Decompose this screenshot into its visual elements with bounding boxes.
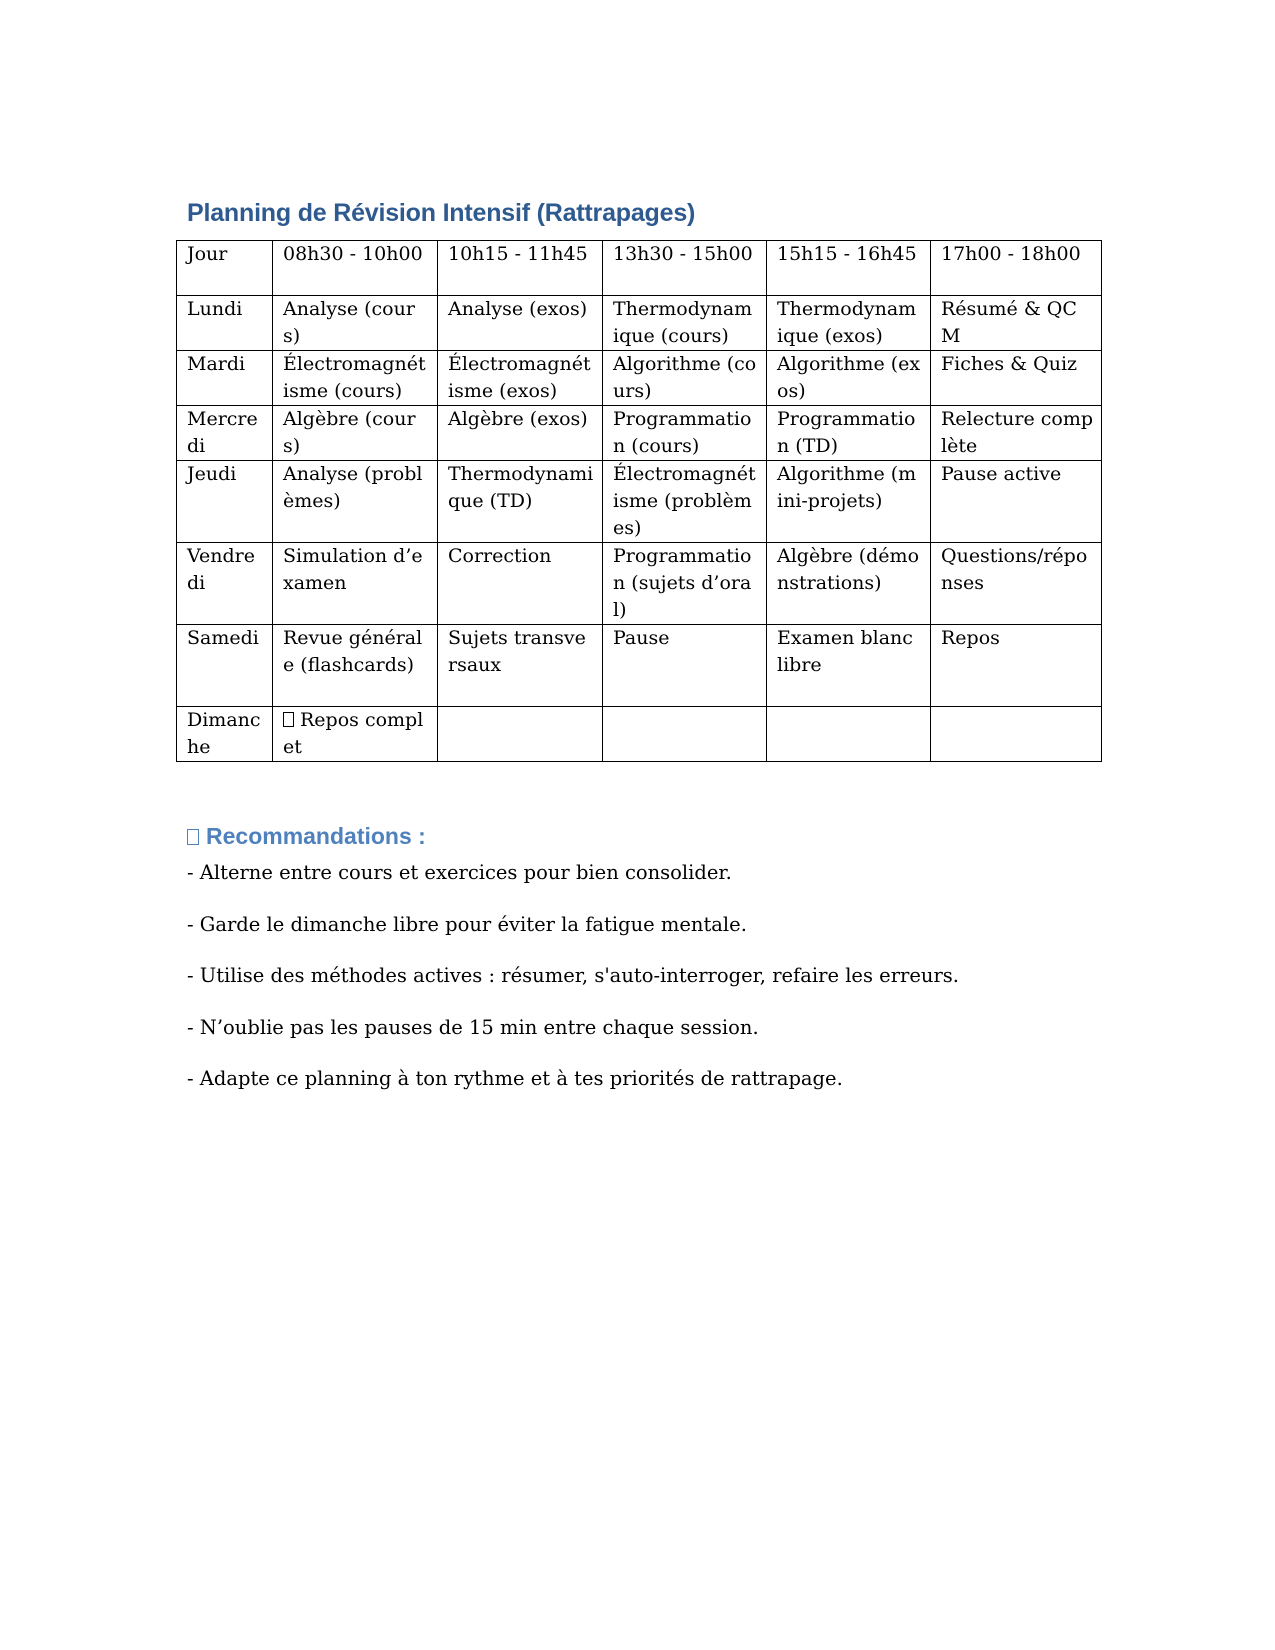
day-cell: Mercredi	[177, 406, 273, 461]
document-title: Planning de Révision Intensif (Rattrapages)	[187, 199, 696, 227]
missing-glyph-box-icon	[187, 829, 199, 845]
session-cell	[931, 707, 1102, 762]
session-cell: Examen blanc libre	[767, 625, 931, 707]
session-cell: Thermodynamique (cours)	[603, 296, 767, 351]
list-item: - N’oublie pas les pauses de 15 min entre chaque session.	[187, 1015, 759, 1039]
day-cell: Mardi	[177, 351, 273, 406]
session-cell: Revue générale (flashcards)	[273, 625, 438, 707]
session-cell: Algorithme (cours)	[603, 351, 767, 406]
session-cell: Questions/réponses	[931, 543, 1102, 625]
session-cell: Algèbre (exos)	[438, 406, 603, 461]
header-cell-slot-2: 10h15 - 11h45	[438, 241, 603, 296]
header-cell-slot-3: 13h30 - 15h00	[603, 241, 767, 296]
session-cell: Algèbre (démonstrations)	[767, 543, 931, 625]
session-cell	[767, 707, 931, 762]
session-cell: Relecture complète	[931, 406, 1102, 461]
session-cell: Électromagnétisme (problèmes)	[603, 461, 767, 543]
revision-schedule-table	[176, 240, 1102, 762]
session-cell: Programmation (TD)	[767, 406, 931, 461]
header-cell-slot-1: 08h30 - 10h00	[273, 241, 438, 296]
day-cell: Lundi	[177, 296, 273, 351]
session-cell: Algorithme (exos)	[767, 351, 931, 406]
day-cell: Dimanche	[177, 707, 273, 762]
session-cell: Analyse (exos)	[438, 296, 603, 351]
session-cell: Thermodynamique (TD)	[438, 461, 603, 543]
session-cell: Électromagnétisme (exos)	[438, 351, 603, 406]
table-row-mardi	[177, 351, 1102, 406]
session-cell: Analyse (problèmes)	[273, 461, 438, 543]
recommendations-list	[187, 860, 959, 1118]
session-cell	[438, 707, 603, 762]
header-cell-day: Jour	[177, 241, 273, 296]
table-row-jeudi	[177, 461, 1102, 543]
session-cell: Programmation (cours)	[603, 406, 767, 461]
recommendations-heading-text: Recommandations :	[206, 823, 426, 849]
table-row-samedi	[177, 625, 1102, 707]
recommendations-heading	[187, 823, 426, 850]
session-cell: Électromagnétisme (cours)	[273, 351, 438, 406]
header-cell-slot-4: 15h15 - 16h45	[767, 241, 931, 296]
day-cell: Samedi	[177, 625, 273, 707]
session-cell: Algèbre (cours)	[273, 406, 438, 461]
session-cell	[603, 707, 767, 762]
session-cell: Pause	[603, 625, 767, 707]
table-row-dimanche	[177, 707, 1102, 762]
table-header-row	[177, 241, 1102, 296]
session-cell: Pause active	[931, 461, 1102, 543]
session-cell: Simulation d’examen	[273, 543, 438, 625]
header-cell-slot-5: 17h00 - 18h00	[931, 241, 1102, 296]
day-cell: Vendredi	[177, 543, 273, 625]
session-cell: Thermodynamique (exos)	[767, 296, 931, 351]
list-item: - Alterne entre cours et exercices pour bien consolider.	[187, 861, 732, 884]
table-row-mercredi	[177, 406, 1102, 461]
list-item: - Garde le dimanche libre pour éviter la fatigue mentale.	[187, 912, 747, 936]
session-cell: Sujets transversaux	[438, 625, 603, 707]
table-row-vendredi	[177, 543, 1102, 625]
session-cell: Résumé & QCM	[931, 296, 1102, 351]
session-cell: Correction	[438, 543, 603, 625]
session-cell: Algorithme (mini-projets)	[767, 461, 931, 543]
table-row-lundi	[177, 296, 1102, 351]
list-item: - Adapte ce planning à ton rythme et à tes priorités de rattrapage.	[187, 1067, 843, 1090]
list-item: - Utilise des méthodes actives : résumer, s'auto-interroger, refaire les erreurs.	[187, 964, 959, 987]
session-cell: Repos	[931, 625, 1102, 707]
session-cell: Programmation (sujets d’oral)	[603, 543, 767, 625]
session-cell: Analyse (cours)	[273, 296, 438, 351]
session-text: Repos complet	[283, 709, 424, 758]
missing-glyph-box-icon	[283, 712, 294, 727]
session-cell	[273, 707, 438, 762]
session-cell: Fiches & Quiz	[931, 351, 1102, 406]
day-cell: Jeudi	[177, 461, 273, 543]
